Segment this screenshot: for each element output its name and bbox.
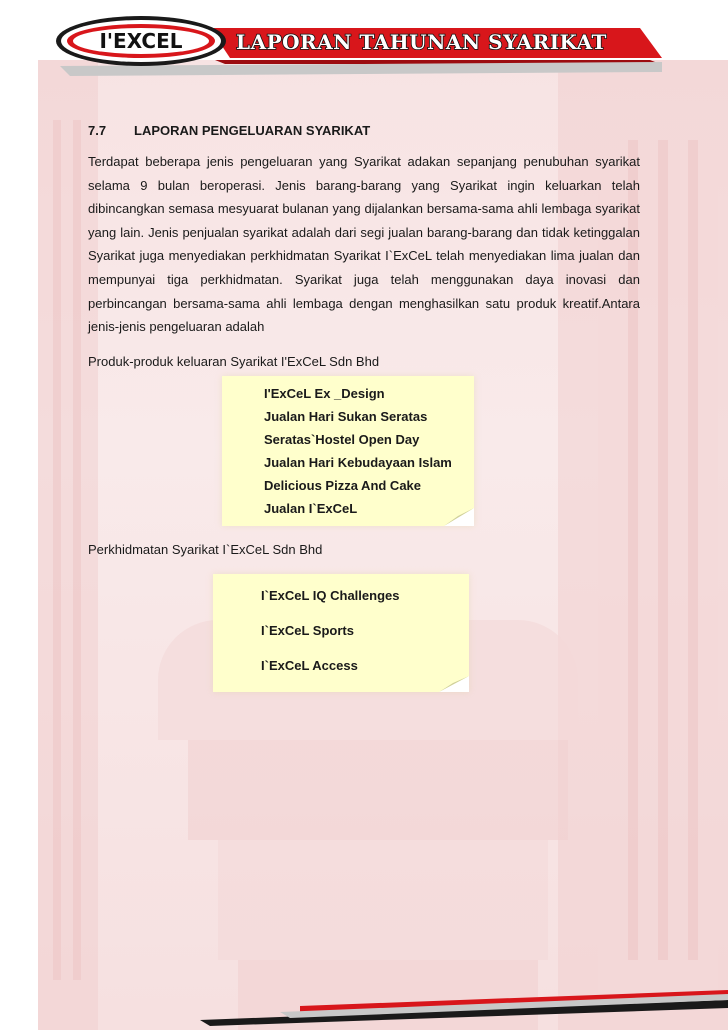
company-logo — [54, 14, 228, 68]
page-curl-icon — [444, 508, 474, 526]
services-label: Perkhidmatan Syarikat I`ExCeL Sdn Bhd — [88, 542, 323, 557]
services-note — [213, 574, 469, 692]
product-item: Jualan Hari Kebudayaan Islam — [264, 455, 452, 470]
service-item: I`ExCeL Access — [261, 658, 358, 673]
product-item: Jualan I`ExCeL — [264, 501, 358, 516]
product-item: I'ExCeL Ex _Design — [264, 386, 385, 401]
product-item: Seratas`Hostel Open Day — [264, 432, 420, 447]
service-item: I`ExCeL IQ Challenges — [261, 588, 400, 603]
logo-text: I'EXCEL — [99, 29, 183, 53]
product-item: Jualan Hari Sukan Seratas — [264, 409, 428, 424]
products-label: Produk-produk keluaran Syarikat I'ExCeL Sdn Bhd — [88, 354, 380, 369]
footer-banner-graphic — [0, 970, 728, 1030]
service-item: I`ExCeL Sports — [261, 623, 354, 638]
banner-title: LAPORAN TAHUNAN SYARIKAT — [236, 30, 607, 54]
products-note — [222, 376, 474, 526]
product-item: Delicious Pizza And Cake — [264, 478, 422, 493]
page-curl-icon — [439, 676, 469, 692]
page-header — [0, 0, 728, 100]
section-number: 7.7 — [88, 123, 107, 138]
section-title: LAPORAN PENGELUARAN SYARIKAT — [134, 123, 371, 138]
body-paragraph: Terdapat beberapa jenis pengeluaran yang Syarikat adakan sepanjang penubuhan syarikat selama 9 bulan beroperasi. Jenis barang-barang yang Syarikat ingin keluarkan telah dibincangkan semasa mesyuarat bulanan yang dijalankan bersama-sama ahli lembaga syarikat yang lain. Jenis penjualan syarikat adalah dari segi jualan barang-barang dan tidak ketinggalan Syarikat juga menyediakan perkhidmatan Syarikat I`ExCeL telah menyediakan lima jualan dan mempunyai tiga perkhidmatan. Syarikat juga telah menggunakan daya inovasi dan perbincangan bersama-sama ahli lembaga dengan menghasilkan satu produk kreatif.Antara jenis-jenis pengeluaran adalah — [88, 154, 640, 335]
